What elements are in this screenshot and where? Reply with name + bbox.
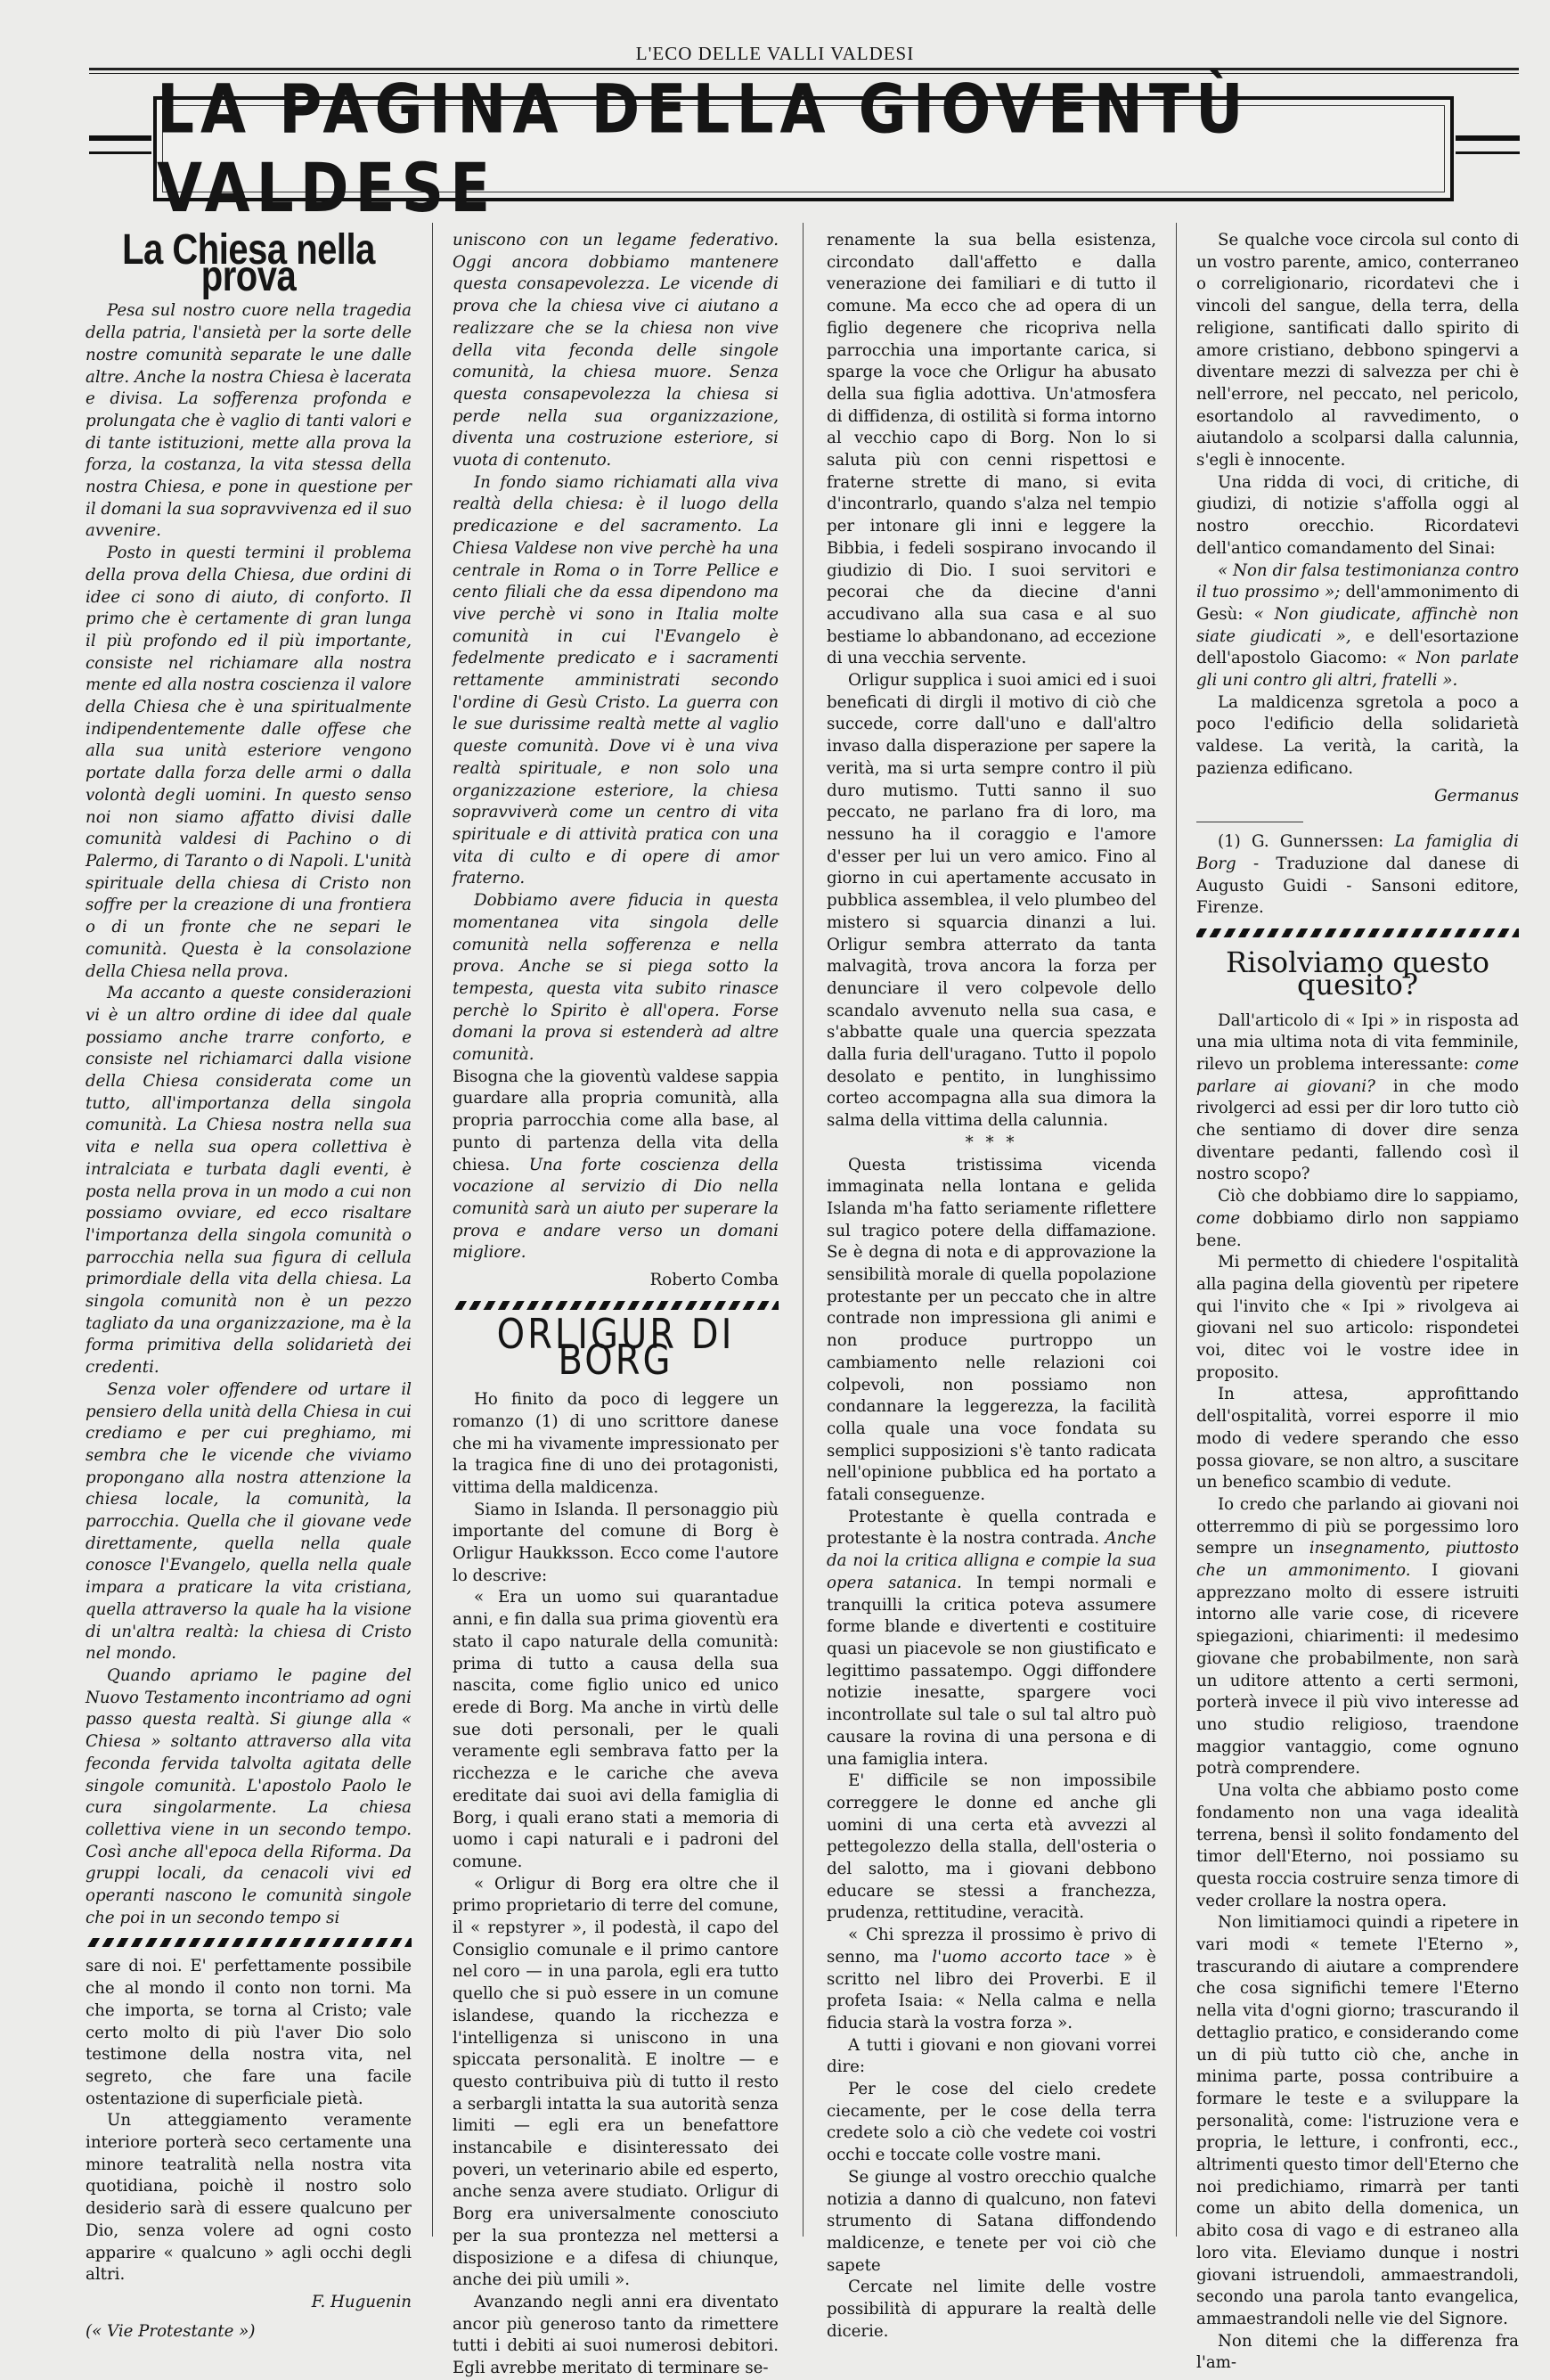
banner-wing-right <box>1456 135 1520 141</box>
running-head: L'ECO DELLE VALLI VALDESI <box>635 43 915 64</box>
paragraph: sare di noi. E' perfettamente possibile che al mondo il conto non torni. Ma che importa, se torna al Cristo; vale certo molto di più l'aver Dio solo testimone della nostra vita, nel segreto, che fare una facile ostentazione di superficiale pietà. <box>86 1957 412 2108</box>
column-divider <box>803 223 804 2237</box>
paragraph: Ho finito da poco di leggere un romanzo (1) di uno scrittore danese che mi ha vivamente impressionato per la tragica fine di uno dei protagonisti, vittima della maldicenza. <box>453 1390 779 1497</box>
paragraph: Bisogna che la gioventù valdese sappia guardare alla propria comunità, alla propria parrocchia come alla base, al punto di partenza della vita della chiesa. Una forte coscienza della vocazione al servizio di Dio nella comunità sarà un aiuto per superare la prova e andare verso un domani migliore. <box>453 1067 779 1263</box>
column-1 <box>86 225 412 2341</box>
paragraph: Ciò che dobbiamo dire lo sappiamo, come dobbiamo dirlo non sappiamo bene. <box>1196 1187 1519 1250</box>
paragraph: Un atteggiamento veramente interiore porterà seco certamente una minore teatralità nella nostra vita quotidiana, poichè il nostro solo desiderio sarà di essere qualcuno per Dio, senza volere ad ogni costo apparire « qualcuno » agli occhi degli altri. <box>86 2111 412 2285</box>
paragraph: Una ridda di voci, di critiche, di giudizi, di notizie s'affolla oggi al nostro orecchio. Ricordatevi dell'antico comandamento del Sinai: <box>1196 472 1519 558</box>
paragraph: Siamo in Islanda. Il personaggio più importante del comune di Borg è Orligur Haukksson. Ecco come l'autore lo descrive: <box>453 1500 779 1585</box>
article-title: ORLIGUR DI BORG <box>496 1311 735 1384</box>
section-break: * * * <box>965 1133 1018 1152</box>
banner-wing-right-thin <box>1456 151 1520 154</box>
paragraph: « Non dir falsa testimonianza contro il tuo prossimo »; dell'ammonimento di Gesù: « Non giudicate, affinchè non siate giudicati », e dell'esortazione dell'apostolo Giacomo: « Non parlate gli uni contro gli altri, fratelli ». <box>1196 560 1519 691</box>
banner-wing-left-thin <box>89 151 151 154</box>
article-title: La Chiesa nella prova <box>122 225 375 300</box>
paragraph: A tutti i giovani e non giovani vorrei dire: <box>827 2035 1156 2077</box>
zigzag-divider <box>1196 928 1519 937</box>
paragraph: Se giunge al vostro orecchio qualche notizia a danno di qualcuno, non fatevi strumento di Satana diffondendo maldicenze, e tenete per voi ciò che sapete <box>827 2167 1156 2275</box>
paragraph: Ma accanto a queste considerazioni vi è un altro ordine di idee dal quale possiamo anche trarre conforto, e consiste nel richiamarci dalla visione della Chiesa considerata come un tutto, all'importanza della singola comunità. La Chiesa nostra nella sua vita e nella sua opera collettiva è intralciata e turbata dagli eventi, è posta nella prova in un modo a cui non possiamo ovviare, ed ecco risaltare l'importanza della singola comunità o parrocchia nella sua figura di cellula primordiale della vita della chiesa. La singola comunità non è un pezzo tagliato da una organizzazione, ma è la forma primitiva della solidarietà dei credenti. <box>86 984 412 1378</box>
paragraph: La maldicenza sgretola a poco a poco l'edificio della solidarietà valdese. La verità, la carità, la pazienza edificano. <box>1196 692 1519 778</box>
author-signature: F. Huguenin <box>311 2292 412 2311</box>
source-note: (« Vie Protestante ») <box>86 2321 256 2341</box>
paragraph: Non ditemi che la differenza fra l'am- <box>1196 2331 1519 2373</box>
column-divider <box>432 223 433 2237</box>
paragraph: Posto in questi termini il problema della prova della Chiesa, due ordini di idee ci sono di aiuto, di conforto. Il primo che è certamente di gran lunga il più profondo ed il più importante, consiste nel richiamare alla nostra mente ed alla nostra coscienza il valore della Chiesa che è una spiritualmente indipendentemente dalle offese che alla sua unità esteriore vengono portate dalla forza delle armi o dalla volontà degli uomini. In questo senso noi non siamo affatto divisi dalle comunità valdesi di Pachino o di Palermo, di Taranto o di Napoli. L'unità spirituale della chiesa di Cristo non soffre per la creazione di una frontiera o di un fronte che ne separi le comunità. Questa è la consolazione della Chiesa nella prova. <box>86 544 412 981</box>
author-signature: Germanus <box>1434 786 1519 806</box>
section-banner <box>153 70 1454 228</box>
article-title: Risolviamo questo quesito? <box>1226 945 1489 1002</box>
paragraph: uniscono con un legame federativo. Oggi ancora dobbiamo mantenere questa consapevolezza. Le vicende di prova che la chiesa vive ci aiutano a realizzare che se la chiesa non vive della vita feconda delle singole comunità, la chiesa muore. Senza questa consapevolezza la chiesa si perde nella sua organizzazione, diventa una costruzione esteriore, si vuota di contenuto. <box>453 231 779 470</box>
paragraph: « Chi sprezza il prossimo è privo di senno, ma l'uomo accorto tace » è scritto nel libro dei Proverbi. E il profeta Isaia: « Nella calma e nella fiducia starà la vostra forza ». <box>827 1926 1156 2032</box>
banner-wing-left <box>89 135 151 141</box>
paragraph: Questa tristissima vicenda immaginata nella lontana e gelida Islanda m'ha fatto seriamente riflettere sul tragico potere della diffamazione. Se è degna di nota e di approvazione la sensibilità morale di quella popolazione protestante per un peccato che in altre contrade non impressiona gli animi e non produce purtroppo un cambiamento nelle relazioni coi colpevoli, non possiamo non condannare la leggerezza, la facilità colla quale una voce fondata su semplici supposizioni s'è tanto radicata nell'opinione pubblica ed ha portato a fatali conseguenze. <box>827 1155 1156 1505</box>
paragraph: Una volta che abbiamo posto come fondamento non una vaga idealità terrena, bensì il solito fondamento del timor dell'Eterno, noi possiamo su questa roccia costruire senza timore di veder crollare la nostra opera. <box>1196 1781 1519 1910</box>
paragraph: In fondo siamo richiamati alla viva realtà della chiesa: è il luogo della predicazione e del sacramento. La Chiesa Valdese non vive perchè ha una centrale in Roma o in Torre Pellice e cento filiali che da essa dipendono ma vive perchè vi sono in Italia molte comunità in cui l'Evangelo è fedelmente predicato e i sacramenti rettamente amministrati secondo l'ordine di Gesù Cristo. La guerra con le sue durissime realtà mette al vaglio queste comunità. Dove vi è una viva realtà spirituale, e non solo una organizzazione esteriore, la chiesa sopravviverà come un centro di vita spirituale e di attività pratica con una vita di culto e di opere di amor fraterno. <box>453 472 779 888</box>
author-signature: Roberto Comba <box>649 1271 779 1290</box>
paragraph: Cercate nel limite delle vostre possibilità di appurare la realtà delle dicerie. <box>827 2278 1156 2341</box>
column-divider <box>1176 223 1177 2237</box>
paragraph: Dall'articolo di « Ipi » in risposta ad una mia ultima nota di vita femminile, rilevo un problema interessante: come parlare ai giovani? in che modo rivolgerci ad essi per dir loro tutto ciò che sentiamo di dover dire senza diventare pedanti, fallendo così il nostro scopo? <box>1196 1010 1519 1184</box>
paragraph: E' difficile se non impossibile correggere le donne ed anche gli uomini di una certa età avvezzi al pettegolezzo della stalla, dell'osteria o del salotto, ma i giovani debbono educare se stessi a franchezza, prudenza, rettitudine, veracità. <box>827 1771 1156 1923</box>
banner-title: LA PAGINA DELLA GIOVENTÙ VALDESE <box>157 70 1250 228</box>
paragraph: Se qualche voce circola sul conto di un vostro parente, amico, conterraneo o correligionario, ricordatevi che i vincoli del sangue, della terra, della religione, santificati dallo spirito di amore cristiano, debbono spingervi a diventare mezzi di salvezza per chi è nell'errore, nel peccato, nel pericolo, esortandolo al ravvedimento, o aiutandolo a scolparsi dalla calunnia, s'egli è innocente. <box>1196 231 1519 470</box>
paragraph: Mi permetto di chiedere l'ospitalità alla pagina della gioventù per ripetere qui l'invito che « Ipi » rivolgeva ai giovani nel suo articolo: rispondetei voi, ditec voi le vostre idee in proposito. <box>1196 1253 1519 1382</box>
paragraph: Quando apriamo le pagine del Nuovo Testamento incontriamo ad ogni passo questa realtà. Si giunge alla « Chiesa » soltanto attraverso alla vita feconda fervida talvolta agitata delle singole comunità. L'apostolo Paolo le cura singolarmente. La chiesa collettiva viene in un secondo tempo. Così anche all'epoca della Riforma. Da gruppi locali, da cenacoli vivi ed operanti nascono le comunità singole che poi in un secondo tempo si <box>86 1666 412 1927</box>
paragraph: renamente la sua bella esistenza, circondato dall'affetto e dalla venerazione dei familiari e di tutto il comune. Ma ecco che ad opera di un figlio degenere che ricopriva nella parrocchia una importante carica, si sparge la voce che Orligur ha abusato della sua figlia adottiva. Un'atmosfera di diffidenza, di ostilità si forma intorno al vecchio capo di Borg. Non lo si saluta più con cenni rispettosi e fraterne strette di mano, si evita d'incontrarlo, quando s'alza nel tempio per intonare gli inni e leggere la Bibbia, i fedeli sospirano invocando il giudizio di Dio. I suoi servitori e pecorai che da diecine d'anni accudivano alla sua casa e al suo bestiame lo abbandonano, ad eccezione di una vecchia servente. <box>827 231 1156 668</box>
paragraph: Orligur supplica i suoi amici ed i suoi beneficati di dirgli il motivo di ciò che succede, corre dall'uno e dall'altro invaso dalla disperazione per sapere la verità, ma si urta sempre contro il più duro mutismo. Tutti sanno il suo peccato, ne parlano fra di loro, ma nessuno ha il coraggio e l'amore d'esser per lui un vero amico. Fino al giorno in cui apertamente accusato in pubblica assemblea, il velo plumbeo del mistero si squarcia dinanzi a lui. Orligur sembra atterrato da tanta malvagità, trova ancora la forza per denunciare il vero colpevole dello scandalo avvenuto nella sua casa, e s'abbatte quale una quercia spezzata dalla furia dell'uragano. Tutto il popolo desolato e pentito, in lunghissimo corteo accompagna alla sua dimora la salma della vittima della calunnia. <box>827 671 1156 1131</box>
paragraph: « Orligur di Borg era oltre che il primo proprietario di terre del comune, il « repstyrer », il podestà, il capo del Consiglio comunale e il primo cantore nel coro — in una parola, egli era tutto quello che si può essere in un comune islandese, quando la ricchezza e l'intelligenza si uniscono in una spiccata personalità. E inoltre — e questo contribuiva più di tutto il resto a serbargli intatta la sua autorità senza limiti — egli era un benefattore instancabile e disinteressato dei poveri, un veterinario abile ed esperto, anche senza avere studiato. Orligur di Borg era universalmente conosciuto per la sua prontezza nel mettersi a disposizione e a difesa di chiunque, anche dei più umili ». <box>453 1874 779 2290</box>
paragraph: Non limitiamoci quindi a ripetere in vari modi « temete l'Eterno », trascurando di aiutare a comprendere che cosa significhi temere l'Eterno nella vita d'ogni giorno; trascurando il dettaglio pratico, e considerando come un di più tutto ciò che, anche in minima parte, possa contribuire a formare le teste e a sviluppare la personalità, come: l'istruzione vera e propria, le letture, i confronti, ecc., altrimenti questo timor dell'Eterno che noi predichiamo, rimarrà per tanti come un abito della domenica, un abito cosa di vago e di estraneo alla loro vita. Eleviamo dunque i nostri giovani istruendoli, ammaestrandoli, secondo una parola tanto evangelica, ammaestrandoli nelle vie del Signore. <box>1196 1913 1519 2328</box>
paragraph: Protestante è quella contrada e protestante è la nostra contrada. Anche da noi la critica alligna e compie la sua opera satanica. In tempi normali e tranquilli la critica poteva assumere forme blande e divertenti e costituire quasi un piacevole se non giustificato e legittimo passatempo. Oggi diffondere notizie inesatte, spargere voci incontrollate sul tale o sul tal altro può causare la rovina di una persona e di una famiglia intera. <box>827 1507 1156 1769</box>
paragraph: Io credo che parlando ai giovani noi otterremmo di più se porgessimo loro sempre un insegnamento, piuttosto che un ammonimento. I giovani apprezzano molto di essere istruiti intorno alle varie cose, di ricevere spiegazioni, chiarimenti: il medesimo giovane che probabilmente, non sarà un uditore attento a certi sermoni, porterà invece il più vivo interesse ad uno studio religioso, traendone maggior vantaggio, come ognuno potrà comprendere. <box>1196 1494 1520 1779</box>
zigzag-divider <box>453 1301 779 1310</box>
paragraph: Dobbiamo avere fiducia in questa momentanea vita singola delle comunità nella sofferenza e nella prova. Anche se si piega sotto la tempesta, questa vita subito rinasce perchè lo Spirito è all'opera. Forse domani la prova si estenderà ad altre comunità. <box>453 891 779 1065</box>
paragraph: Avanzando negli anni era diventato ancor più generoso tanto da rimettere tutti i debiti ai suoi numerosi debitori. Egli avrebbe meritato di terminare se- <box>453 2292 779 2378</box>
footnote: (1) G. Gunnerssen: La famiglia di Borg - Traduzione dal danese di Augusto Guidi - Sansoni editore, Firenze. <box>1196 832 1519 918</box>
paragraph: Pesa sul nostro cuore nella tragedia della patria, l'ansietà per la sorte delle nostre comunità separate le une dalle altre. Anche la nostra Chiesa è lacerata e divisa. La sofferenza profonda e prolungata che è vaglio di tanti valori e di tante istituzioni, mette alla prova la forza, la costanza, la vita stessa della nostra Chiesa, e pone in questione per il domani la sua sopravvivenza ed il suo avvenire. <box>86 301 412 541</box>
paragraph: Per le cose del cielo credete ciecamente, per le cose della terra credete solo a ciò che vedete coi vostri occhi e toccate colle vostre mani. <box>827 2080 1156 2165</box>
zigzag-divider <box>86 1938 412 1947</box>
paragraph: Senza voler offendere od urtare il pensiero della unità della Chiesa in cui crediamo e per cui preghiamo, mi sembra che le vicende che viviamo propongano alla nostra attenzione la chiesa locale, la comunità, la parrocchia. Quella che il giovane vede direttamente, quella nella quale conosce l'Evangelo, quella nella quale impara a praticare la vita cristiana, quella attraverso la quale ha la visione di un'altra realtà: la chiesa di Cristo nel mondo. <box>86 1379 412 1664</box>
column-4 <box>1196 230 1520 2373</box>
paragraph: In attesa, approfittando dell'ospitalità, vorrei esporre il mio modo di vedere sperando che esso possa giovare, se non altro, a suscitare un benefico scambio di vedute. <box>1196 1385 1519 1493</box>
paragraph: « Era un uomo sui quarantadue anni, e fin dalla sua prima gioventù era stato il capo naturale della comunità: prima di tutto a causa della sua nascita, come figlio unico ed unico erede di Borg. Ma anche in virtù delle sue doti personali, per le quali veramente egli sembrava fatto per la ricchezza e le cariche che aveva ereditate dai suoi avi della famiglia di Borg, i quali erano stati a memoria di uomo i capi naturali e i padroni del comune. <box>453 1588 779 1871</box>
column-2 <box>453 230 779 2378</box>
column-3 <box>827 230 1156 2341</box>
